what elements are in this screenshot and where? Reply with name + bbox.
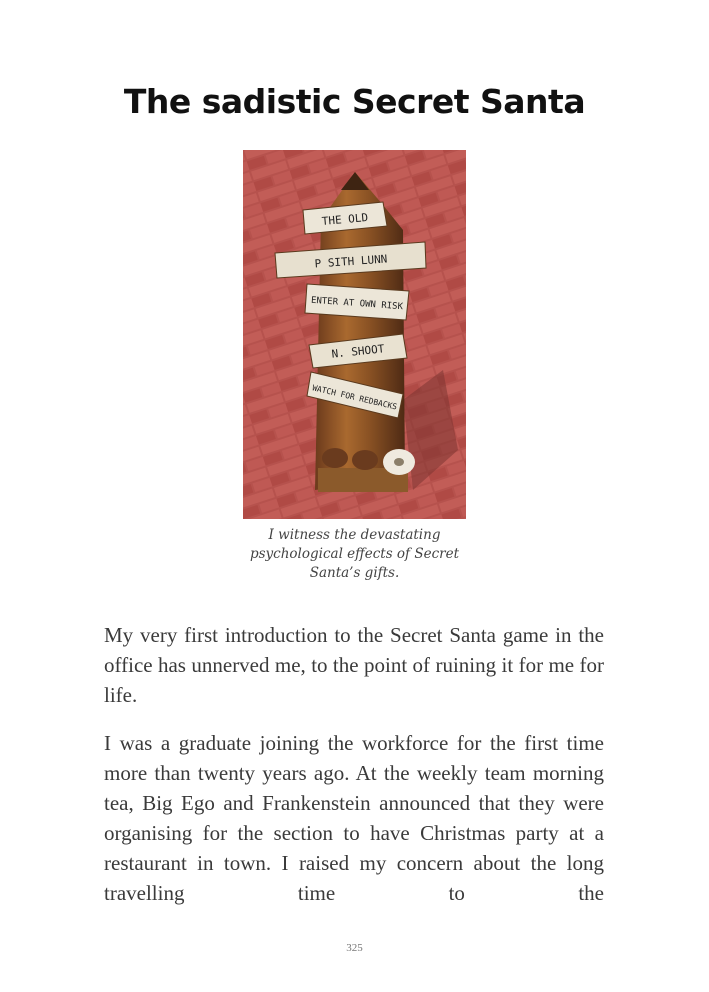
- body-text: [104, 620, 604, 926]
- svg-text:THE OLD: THE OLD: [321, 211, 369, 228]
- page-number: 325: [346, 942, 363, 954]
- svg-text:N. SHOOT: N. SHOOT: [330, 342, 385, 361]
- svg-text:ENTER AT OWN RISK: ENTER AT OWN RISK: [310, 295, 404, 313]
- paragraph-2: I was a graduate joining the workforce for the first time more than twenty years ago. At the weekly team morning tea, Big Ego and Frankenstein announced that they were organising for the section to have Christmas party at a restaurant in town. I raised my concern about the long travelling time to the: [104, 731, 604, 905]
- outhouse-sculpture-photo: [243, 150, 466, 519]
- photo-caption: I witness the devastating psychological effects of Secret Santa’s gifts.: [249, 527, 460, 581]
- svg-text:P SITH LUNN: P SITH LUNN: [314, 252, 388, 271]
- svg-text:WATCH FOR REDBACKS: WATCH FOR REDBACKS: [311, 383, 398, 412]
- paragraph-1: My very first introduction to the Secret Santa game in the office has unnerved me, to the point of ruining it for me for life.: [104, 623, 604, 707]
- page-title: The sadistic Secret Santa: [123, 82, 586, 121]
